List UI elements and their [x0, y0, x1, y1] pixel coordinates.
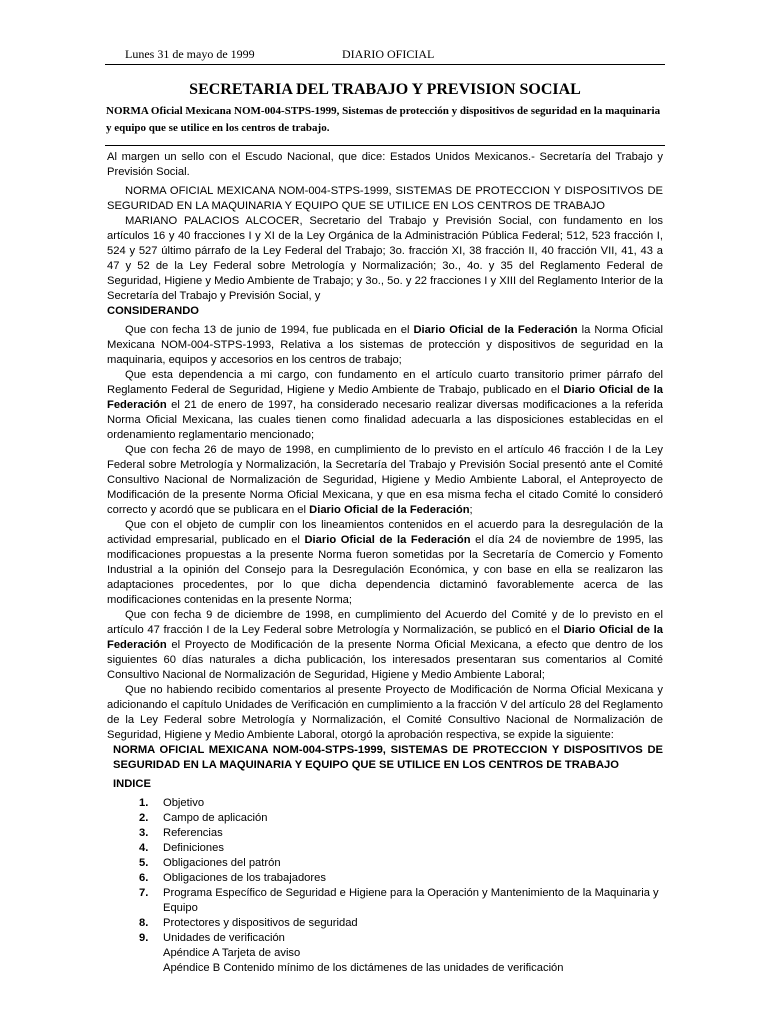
apendice-item: Apéndice B Contenido mínimo de los dictámenes de las unidades de verificación — [163, 962, 564, 974]
secretaria-title: SECRETARIA DEL TRABAJO Y PREVISION SOCIAL — [189, 81, 581, 98]
heading-rule — [105, 145, 665, 146]
indice-item: 6. Obligaciones de los trabajadores — [139, 872, 326, 884]
norma-heading: NORMA Oficial Mexicana NOM-004-STPS-1999, Sistemas de protección y dispositivos de seguridad en la maquinaria y equipo que se utilice en los centros de trabajo. — [106, 105, 661, 134]
indice-item: 4. Definiciones — [139, 842, 224, 854]
indice-item: 8. Protectores y dispositivos de seguridad — [139, 917, 358, 929]
considerando-paragraph-4: Que con el objeto de cumplir con los lineamientos contenidos en el acuerdo para la desregulación de la actividad empresarial, publicado en el Diario Oficial de la Federación el día 24 de noviembre de 1995, las modificaciones propuestas a la presente Norma fueron sometidas por la Secretaría de Comercio y Fomento Industrial a la opinión del Consejo para la Desregulación Económica, y con base en ella se realizaron las adaptaciones procedentes, por lo que dicha dependencia dictaminó favorablemente acerca de las modificaciones contenidas en la presente Norma; — [107, 519, 664, 606]
diario-oficial-ref: Diario Oficial de la Federación — [107, 624, 663, 651]
indice-list — [107, 796, 663, 976]
diario-oficial-ref: Diario Oficial de la Federación — [107, 384, 663, 411]
indice-item: 5. Obligaciones del patrón — [139, 857, 281, 869]
considerando-paragraph-3: Que con fecha 26 de mayo de 1998, en cumplimiento de lo previsto en el artículo 46 fracción I de la Ley Federal sobre Metrología y Normalización, la Secretaría del Trabajo y Previsión Social presentó ante el Comité Consultivo Nacional de Normalización de Seguridad, Higiene y Medio Ambiente Laboral, el Anteproyecto de Modificación de la presente Norma Oficial Mexicana, y que en esa misma fecha el citado Comité lo consideró correcto y acordó que se publicara en el Diario Oficial de la Federación; — [107, 444, 663, 516]
diario-oficial-ref: Diario Oficial de la Federación — [304, 534, 471, 546]
indice-item: 2. Campo de aplicación — [139, 812, 268, 824]
indice-item: 1. Objetivo — [139, 797, 205, 809]
indice-heading: INDICE — [113, 778, 151, 790]
document-body — [107, 150, 663, 976]
indice-item: 9. Unidades de verificación — [139, 932, 285, 944]
mariano-paragraph: MARIANO PALACIOS ALCOCER, Secretario del Trabajo y Previsión Social, con fundamento en los artículos 16 y 40 fracciones I y XI de la Ley Orgánica de la Administración Pública Federal; 512, 523 fracción I, 524 y 527 último párrafo de la Ley Federal del Trabajo; 3o. fracción XI, 38 fracción II, 40 fracción VII, 41, 43 a 47 y 52 de la Ley Federal sobre Metrología y Normalización; 3o., 4o. y 35 del Reglamento Federal de Seguridad, Higiene y Medio Ambiente de Trabajo; y 3o., 5o. y 22 fracciones I y XIII del Reglamento Interior de la Secretaría del Trabajo y Previsión Social, y — [107, 215, 663, 302]
header-rule — [105, 64, 665, 65]
considerando-paragraph-1: Que con fecha 13 de junio de 1994, fue publicada en el Diario Oficial de la Federación la Norma Oficial Mexicana NOM-004-STPS-1993, Relativa a los sistemas de protección y dispositivos de seguridad en la maquinaria, equipos y accesorios en los centros de trabajo; — [107, 324, 664, 366]
apendice-item: Apéndice A Tarjeta de aviso — [163, 947, 301, 959]
diario-oficial-ref: Diario Oficial de la Federación — [413, 324, 578, 336]
considerando-paragraph-5: Que con fecha 9 de diciembre de 1998, en cumplimiento del Acuerdo del Comité y de lo previsto en el artículo 47 fracción I de la Ley Federal sobre Metrología y Normalización, se publicó en el Diario Oficial de la Federación el Proyecto de Modificación de la presente Norma Oficial Mexicana, a efecto que dentro de los siguientes 60 días naturales a dicha publicación, los interesados presentaran sus comentarios al Comité Consultivo Nacional de Normalización de Seguridad, Higiene y Medio Ambiente Laboral; — [107, 609, 663, 681]
header-date: Lunes 31 de mayo de 1999 — [125, 47, 255, 61]
margin-note: Al margen un sello con el Escudo Nacional, que dice: Estados Unidos Mexicanos.- Secretaría del Trabajo y Previsión Social. — [107, 151, 663, 178]
norma-caps-title: NORMA OFICIAL MEXICANA NOM-004-STPS-1999, SISTEMAS DE PROTECCION Y DISPOSITIVOS DE SEGURIDAD EN LA MAQUINARIA Y EQUIPO QUE SE UTILICE EN LOS CENTROS DE TRABAJO — [113, 744, 663, 771]
header-publication: DIARIO OFICIAL — [342, 47, 435, 61]
considerando-paragraph-6: Que no habiendo recibido comentarios al presente Proyecto de Modificación de Norma Oficial Mexicana y adicionando el capítulo Unidades de Verificación en cumplimiento a la fracción V del artículo 28 del Reglamento de la Ley Federal sobre Metrología y Normalización, el Comité Consultivo Nacional de Normalización de Seguridad, Higiene y Medio Ambiente Laboral, otorgó la aprobación respectiva, se expide la siguiente: — [107, 684, 663, 741]
considerando-heading: CONSIDERANDO — [107, 305, 199, 317]
indice-item: 7. Programa Específico de Seguridad e Higiene para la Operación y Mantenimiento de la Maquinaria y Equipo — [139, 887, 659, 914]
norma-caps-paragraph: NORMA OFICIAL MEXICANA NOM-004-STPS-1999, SISTEMAS DE PROTECCION Y DISPOSITIVOS DE SEGURIDAD EN LA MAQUINARIA Y EQUIPO QUE SE UTILICE EN LOS CENTROS DE TRABAJO — [107, 185, 663, 212]
diario-oficial-ref: Diario Oficial de la Federación — [309, 504, 470, 516]
considerando-paragraph-2: Que esta dependencia a mi cargo, con fundamento en el artículo cuarto transitorio primer párrafo del Reglamento Federal de Seguridad, Higiene y Medio Ambiente de Trabajo, publicado en el Diario Oficial de la Federación el 21 de enero de 1997, ha considerado necesario realizar diversas modificaciones a la referida Norma Oficial Mexicana, las cuales tienen como finalidad adecuarla a las disposiciones establecidas en el ordenamiento reglamentario mencionado; — [107, 369, 663, 441]
indice-item: 3. Referencias — [139, 827, 223, 839]
